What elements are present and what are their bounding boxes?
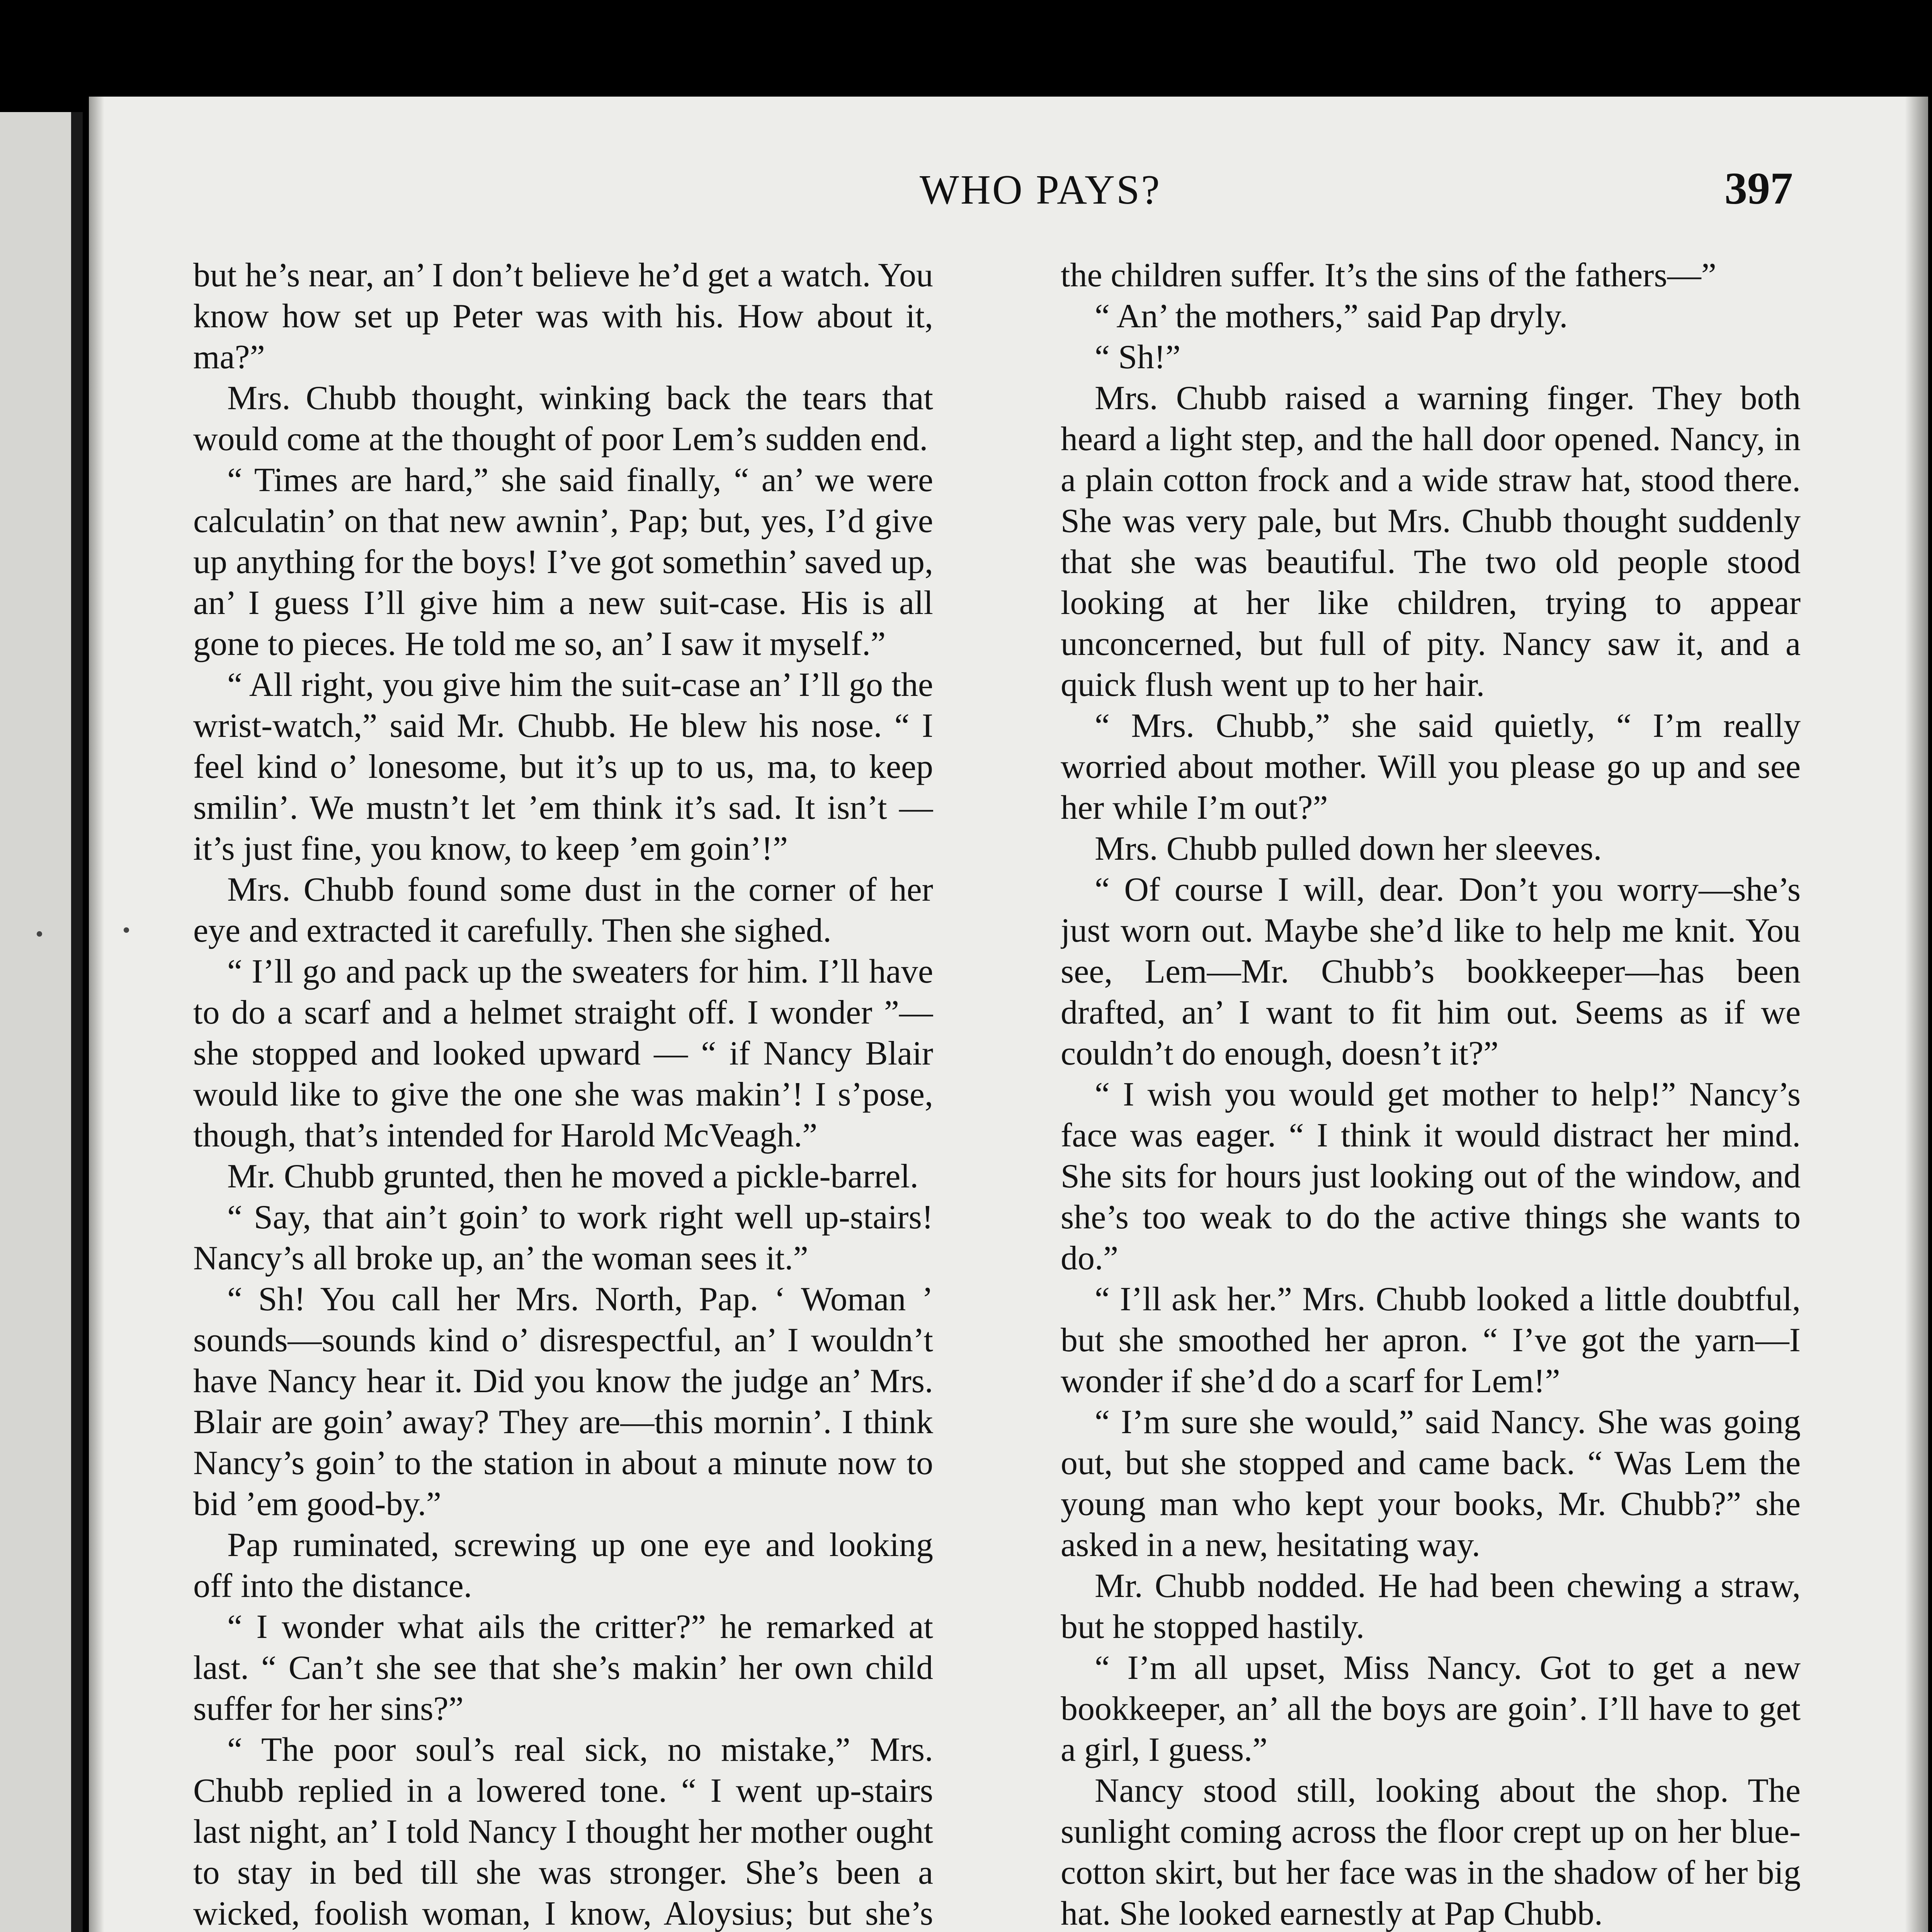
paragraph: “ Of course I will, dear. Don’t you worry—she’s just worn out. Maybe she’d like to help me knit. You see, Lem—Mr. Chubb’s bookkeeper—has been drafted, an’ I want to fit him out. Seems as if we couldn’t do enough, doesn’t it?” xyxy=(1061,871,1801,1072)
text-columns xyxy=(193,255,1801,1932)
paragraph: Mrs. Chubb found some dust in the corner of her eye and extracted it carefully. Then she sighed. xyxy=(193,871,933,949)
paragraph: “ Sh!” xyxy=(1095,338,1181,376)
paragraph: “ The poor soul’s real sick, no mistake,” Mrs. Chubb replied in a lowered tone. “ I went up-stairs last night, an’ I told Nancy I thought her mother ought to stay in bed till she was stronger. She’s been a wicked, foolish woman, I know, Aloysius; but she’s xyxy=(193,1731,933,1932)
paragraph: “ I wonder what ails the critter?” he remarked at last. “ Can’t she see that she’s makin’ her own child suffer for her sins?” xyxy=(193,1608,933,1728)
stray-dot-mark xyxy=(124,927,129,933)
paragraph: the children suffer. It’s the sins of the fathers—” xyxy=(1061,257,1716,294)
paragraph: Mrs. Chubb pulled down her sleeves. xyxy=(1095,830,1602,867)
spine-shadow xyxy=(89,97,104,1932)
paragraph: Mr. Chubb nodded. He had been chewing a straw, but he stopped hastily. xyxy=(1061,1567,1801,1646)
paragraph: but he’s near, an’ I don’t believe he’d get a watch. You know how set up Peter was with his. How about it, ma?” xyxy=(193,257,933,376)
stray-dot-mark xyxy=(37,931,42,937)
paragraph: Pap ruminated, screwing up one eye and looking off into the distance. xyxy=(193,1526,933,1605)
paragraph: “ I wish you would get mother to help!” Nancy’s face was eager. “ I think it would distract her mind. She sits for hours just looking out of the window, and she’s too weak to do the active things she wants to do.” xyxy=(1061,1076,1801,1277)
facing-page-edge xyxy=(0,112,77,1932)
right-column xyxy=(1061,255,1801,1932)
page-edge-shadow xyxy=(1905,97,1928,1932)
paragraph: “ I’m all upset, Miss Nancy. Got to get a new bookkeeper, an’ all the boys are goin’. I’ll have to get a girl, I guess.” xyxy=(1061,1649,1801,1769)
paragraph: Mr. Chubb grunted, then he moved a pickle-barrel. xyxy=(227,1158,918,1195)
paragraph: “ I’m sure she would,” said Nancy. She was going out, but she stopped and came back. “ Was Lem the young man who kept your books, Mr. Chubb?” she asked in a new, hesitating way. xyxy=(1061,1403,1801,1564)
paragraph: “ An’ the mothers,” said Pap dryly. xyxy=(1095,298,1568,335)
paragraph: Nancy stood still, looking about the shop. The sunlight coming across the floor crept up on her blue-cotton skirt, but her face was in the shadow of her big hat. She looked earnestly at Pap Chubb. xyxy=(1061,1772,1801,1932)
paragraph: “ I’ll ask her.” Mrs. Chubb looked a little doubtful, but she smoothed her apron. “ I’ve got the yarn—I wonder if she’d do a scarf for Lem!” xyxy=(1061,1281,1801,1400)
paragraph: “ Sh! You call her Mrs. North, Pap. ‘ Woman ’ sounds—sounds kind o’ disrespectful, an’ I wouldn’t have Nancy hear it. Did you know the judge an’ Mrs. Blair are goin’ away? They are—this mornin’. I think Nancy’s goin’ to the station in about a minute now to bid ’em good-by.” xyxy=(193,1281,933,1523)
paragraph: “ All right, you give him the suit-case an’ I’ll go the wrist-watch,” said Mr. Chubb. He blew his nose. “ I feel kind o’ lonesome, but it’s up to us, ma, to keep smilin’. We mustn’t let ’em think it’s sad. It isn’t —it’s just fine, you know, to keep ’em goin’!” xyxy=(193,666,933,867)
running-head xyxy=(185,163,1793,228)
paragraph: “ Say, that ain’t goin’ to work right well up-stairs! Nancy’s all broke up, an’ the woman sees it.” xyxy=(193,1199,933,1277)
paragraph: Mrs. Chubb raised a warning finger. They both heard a light step, and the hall door opened. Nancy, in a plain cotton frock and a wide straw hat, stood there. She was very pale, but Mrs. Chubb thought suddenly that she was beautiful. The two old people stood looking at her like children, trying to appear unconcerned, but full of pity. Nancy saw it, and a quick flush went up to her hair. xyxy=(1061,379,1801,704)
paragraph: Mrs. Chubb thought, winking back the tears that would come at the thought of poor Lem’s sudden end. xyxy=(193,379,933,458)
running-title: WHO PAYS? xyxy=(920,167,1162,213)
page-number: 397 xyxy=(1725,163,1793,214)
paragraph: “ Times are hard,” she said finally, “ an’ we were calculatin’ on that new awnin’, Pap; but, yes, I’d give up anything for the boys! I’ve got somethin’ saved up, an’ I guess I’ll give him a new suit-case. His is all gone to pieces. He told me so, an’ I saw it myself.” xyxy=(193,461,933,663)
paragraph: “ I’ll go and pack up the sweaters for him. I’ll have to do a scarf and a helmet straight off. I wonder ”—she stopped and looked upward — “ if Nancy Blair would like to give the one she was makin’! I s’pose, though, that’s intended for Harold McVeagh.” xyxy=(193,953,933,1154)
paragraph: “ Mrs. Chubb,” she said quietly, “ I’m really worried about mother. Will you please go up and see her while I’m out?” xyxy=(1061,707,1801,827)
left-column xyxy=(193,255,933,1932)
